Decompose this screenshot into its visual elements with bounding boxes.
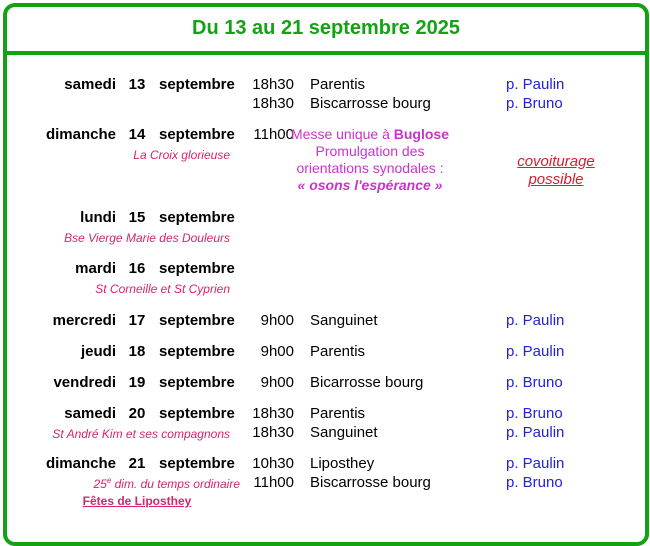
month-name: septembre [159, 260, 235, 277]
mass-place: Sanguinet [310, 424, 378, 441]
month-name: septembre [159, 126, 235, 143]
day-number: 13 [128, 76, 146, 93]
day-number: 16 [128, 260, 146, 277]
mass-time: 18h30 [252, 424, 294, 441]
priest-name: p. Bruno [506, 474, 563, 491]
day-name: mardi [75, 260, 116, 277]
special-line1-bold: Buglose [393, 126, 449, 142]
priest-name: p. Paulin [506, 343, 565, 360]
month-name: septembre [159, 312, 235, 329]
mass-place: Bicarrosse bourg [310, 374, 424, 391]
mass-time: 11h00 [253, 474, 294, 491]
month-name: septembre [159, 209, 235, 226]
special-line2: Promulgation des [315, 143, 425, 159]
day-number: 14 [128, 126, 146, 143]
mass-time: 9h00 [260, 374, 294, 391]
day-name: dimanche [45, 126, 116, 143]
header-divider [7, 51, 645, 55]
special-line4: « osons l'espérance » [297, 177, 443, 193]
day-name: mercredi [52, 312, 116, 329]
mass-time: 18h30 [252, 95, 294, 112]
carpool-line1: covoiturage [517, 153, 595, 170]
special-mass-note [275, 126, 465, 194]
day-name: samedi [64, 76, 116, 93]
special-line3: orientations synodales : [296, 160, 444, 176]
day-name: dimanche [45, 455, 116, 472]
mass-place: Biscarrosse bourg [310, 95, 431, 112]
priest-name: p. Bruno [506, 95, 563, 112]
special-line1-prefix: Messe unique à [291, 126, 394, 142]
day-name: vendredi [53, 374, 116, 391]
priest-name: p. Paulin [506, 312, 565, 329]
saint-sunday-21: 25e dim. du temps ordinaire [93, 476, 240, 491]
day-number: 20 [128, 405, 146, 422]
carpool-line2: possible [528, 171, 584, 188]
mass-place: Liposthey [310, 455, 375, 472]
day-name: jeudi [80, 343, 116, 360]
month-name: septembre [159, 405, 235, 422]
saint-feast: St Corneille et St Cyprien [95, 282, 230, 296]
priest-name: p. Bruno [506, 405, 563, 422]
day-name: samedi [64, 405, 116, 422]
carpool-note[interactable] [501, 153, 611, 189]
mass-time: 10h30 [252, 455, 294, 472]
day-number: 19 [128, 374, 146, 391]
mass-place: Sanguinet [310, 312, 378, 329]
month-name: septembre [159, 343, 235, 360]
priest-name: p. Paulin [506, 76, 565, 93]
fete-liposthey-link[interactable]: Fêtes de Liposthey [82, 494, 192, 508]
mass-time: 18h30 [252, 76, 294, 93]
day-number: 21 [128, 455, 146, 472]
priest-name: p. Bruno [506, 374, 563, 391]
saint-feast: Bse Vierge Marie des Douleurs [64, 231, 230, 245]
saint-feast: La Croix glorieuse [133, 148, 230, 162]
month-name: septembre [159, 455, 235, 472]
priest-name: p. Paulin [506, 424, 565, 441]
mass-time: 9h00 [260, 343, 294, 360]
day-number: 18 [128, 343, 146, 360]
day-number: 15 [128, 209, 146, 226]
day-name: lundi [80, 209, 116, 226]
priest-name: p. Paulin [506, 455, 565, 472]
mass-place: Parentis [310, 76, 366, 93]
mass-time: 18h30 [252, 405, 294, 422]
mass-time: 9h00 [260, 312, 294, 329]
saint-feast: St André Kim et ses compagnons [52, 427, 230, 441]
month-name: septembre [159, 374, 235, 391]
mass-time: 11h00 [253, 126, 294, 143]
mass-place: Parentis [310, 343, 366, 360]
page-title: Du 13 au 21 septembre 2025 [192, 17, 460, 39]
mass-place: Parentis [310, 405, 366, 422]
day-number: 17 [128, 312, 146, 329]
mass-place: Biscarrosse bourg [310, 474, 431, 491]
month-name: septembre [159, 76, 235, 93]
